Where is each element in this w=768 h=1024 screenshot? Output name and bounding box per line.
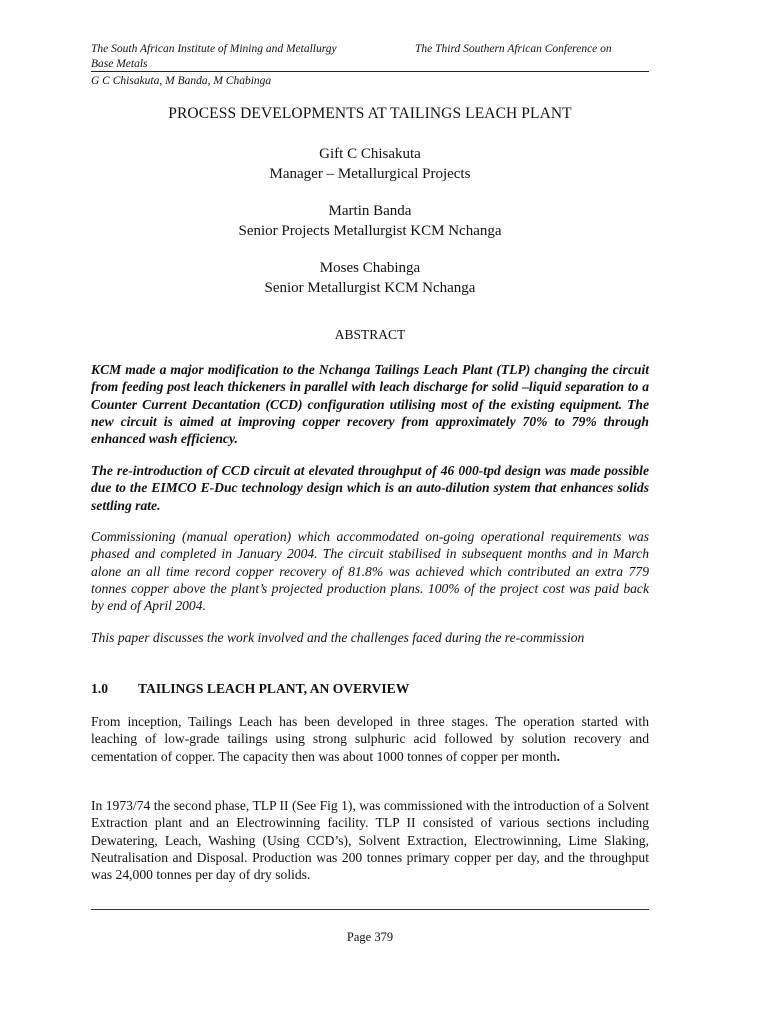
author-name: Moses Chabinga bbox=[319, 260, 421, 276]
page-number: Page 379 bbox=[346, 930, 394, 944]
section-heading bbox=[91, 681, 409, 697]
body-text: From inception, Tailings Leach has been developed in three stages. The operation started with leaching of low-grade tailings using strong sulphuric acid followed by solution recovery and cementation of copper. The capacity then was about 1000 tonnes of copper per month bbox=[91, 714, 649, 764]
abstract-paragraph: The re-introduction of CCD circuit at elevated throughput of 46 000-tpd design was made possible due to the EIMCO E-Duc technology design which is an auto-dilution system that enhances solids settling rate. bbox=[91, 463, 649, 513]
author-name: Gift C Chisakuta bbox=[319, 146, 421, 162]
author-block bbox=[91, 144, 649, 184]
body-paragraph bbox=[91, 713, 649, 765]
header-institute: The South African Institute of Mining and Metallurgy bbox=[91, 43, 337, 55]
header-conference-cont: Base Metals bbox=[91, 58, 148, 70]
body-paragraph: In 1973/74 the second phase, TLP II (See Fig 1), was commissioned with the introduction of a Solvent Extraction plant and an Electrowinning facility. TLP II consisted of various sections including Dewatering, Leach, Washing (Using CCD’s), Solvent Extraction, Electrowinning, Lime Slaking, Neutralisation and Disposal. Production was 200 tonnes primary copper per day, and the throughput was 24,000 tonnes per day of dry solids. bbox=[91, 798, 649, 883]
header-conference: The Third Southern African Conference on bbox=[415, 43, 612, 55]
author-block bbox=[91, 258, 649, 298]
author-name: Martin Banda bbox=[328, 203, 412, 219]
body-text-end: . bbox=[556, 748, 560, 764]
paper-title: PROCESS DEVELOPMENTS AT TAILINGS LEACH PLANT bbox=[168, 105, 572, 122]
author-block bbox=[91, 201, 649, 241]
author-role: Manager – Metallurgical Projects bbox=[269, 166, 471, 182]
abstract-paragraph: This paper discusses the work involved and the challenges faced during the re-commission bbox=[91, 630, 585, 645]
author-role: Senior Metallurgist KCM Nchanga bbox=[264, 280, 476, 296]
section-number: 1.0 bbox=[91, 681, 108, 696]
running-header-row1 bbox=[91, 42, 649, 56]
header-authors: G C Chisakuta, M Banda, M Chabinga bbox=[91, 75, 272, 87]
section-title: TAILINGS LEACH PLANT, AN OVERVIEW bbox=[138, 681, 410, 696]
abstract-paragraph: Commissioning (manual operation) which accommodated on-going operational requirements was phased and completed in January 2004. The circuit stabilised in subsequent months and in March alone an all time record copper recovery of 81.8% was achieved which contributed an extra 779 tonnes copper above the plant’s projected production plans. 100% of the project cost was paid back by end of April 2004. bbox=[91, 529, 649, 614]
footer-rule bbox=[91, 909, 649, 910]
abstract-paragraph: KCM made a major modification to the Nchanga Tailings Leach Plant (TLP) changing the circuit from feeding post leach thickeners in parallel with leach discharge for solid –liquid separation to a Counter Current Decantation (CCD) configuration utilising most of the existing equipment. The new circuit is aimed at improving copper recovery from approximately 70% to 79% through enhanced wash efficiency. bbox=[91, 362, 649, 447]
header-rule bbox=[91, 71, 649, 72]
author-role: Senior Projects Metallurgist KCM Nchanga bbox=[238, 223, 502, 239]
abstract-heading: ABSTRACT bbox=[334, 327, 406, 342]
